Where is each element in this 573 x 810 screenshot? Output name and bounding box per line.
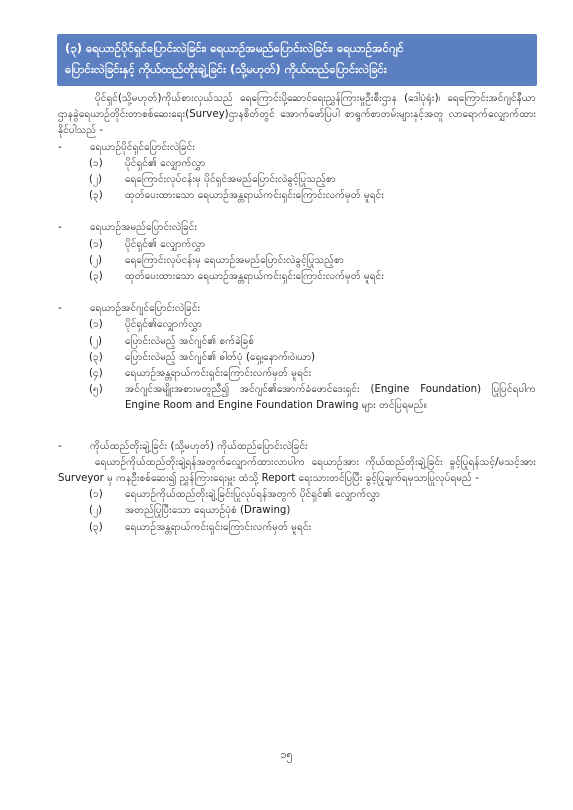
item-number: (၅)	[89, 384, 103, 396]
item-number: (၂)	[89, 254, 102, 266]
item-text: ထုတ်ပေးထားသော ရေယာဉ်အန္တရာယ်ကင်းရှင်းကြောင်းလက်မှတ် မူရင်း	[125, 190, 384, 202]
header-line-1: (၃) ရေယာဉ်ပိုင်ရှင်ပြောင်းလဲခြင်း၊ ရေယာဉ်အမည်ပြောင်းလဲခြင်း၊ ရေယာဉ်အင်ဂျင်	[65, 41, 404, 55]
section-title-name-change	[58, 220, 536, 236]
spacer	[58, 431, 536, 439]
item-number: (၂)	[89, 335, 102, 347]
item-text: ရေယာဉ်အန္တရာယ်ကင်းရှင်းကြောင်းလက်မှတ် မူရင်း	[125, 368, 312, 380]
item-number: (၄)	[89, 368, 103, 380]
item-number: (၃)	[89, 190, 103, 202]
item-number: (၂)	[89, 505, 102, 517]
section-title: ရေယာဉ်အင်ဂျင်ပြောင်းလဲခြင်း	[90, 303, 201, 315]
list-item	[58, 253, 536, 269]
bullet-dash: -	[58, 222, 62, 234]
item-number: (၁)	[89, 157, 103, 169]
section-header	[57, 34, 537, 86]
list-item	[58, 350, 536, 366]
item-text: ထုတ်ပေးထားသော ရေယာဉ်အန္တရာယ်ကင်းရှင်းကြောင်းလက်မှတ် မူရင်း	[125, 271, 384, 283]
list-item	[58, 366, 536, 382]
list-item	[58, 503, 536, 519]
bullet-dash: -	[58, 141, 62, 153]
spacer	[58, 204, 536, 220]
list-item	[58, 334, 536, 350]
header-line-2: ပြောင်းလဲခြင်းနှင့် ကိုယ်ထည်တိုးချဲ့ခြင်း (သို့မဟုတ်) ကိုယ်ထည်ပြောင်းလဲခြင်း	[65, 62, 387, 76]
item-text: ရေယာဉ်အန္တရာယ်ကင်းရှင်းကြောင်းလက်မှတ် မူရင်း	[125, 521, 312, 533]
list-item	[58, 156, 536, 172]
list-item	[58, 317, 536, 333]
page-number: ၁၅	[280, 748, 293, 761]
section-title-owner-change	[58, 140, 536, 156]
list-item	[58, 237, 536, 253]
list-item	[58, 188, 536, 204]
intro-paragraph: ပိုင်ရှင်(သို့မဟုတ်)ကိုယ်စားလှယ်သည် ရေကြောင်းပို့ဆောင်ရေးညွှန်ကြားမှုဦးစီးဌာန (ဒေါပုံရုံး)၊ ရေကြောင်းအင်ဂျင်နီယာဌာနခွဲရေယာဉ်တိုင်းတာစစ်ဆေးရေး(Survey)ဌာနစိတ်တွင် အောက်ဖော်ပြပါ စာရွက်စာတမ်းများနှင့်အတူ လာရောက်လျှောက်ထားနိုင်ပါသည် -	[58, 93, 536, 137]
item-text: အတည်ပြုပြီးသော ရေယာဉ်ပုံစံ (Drawing)	[125, 505, 291, 517]
list-item	[58, 172, 536, 188]
item-text: ပြောင်းလဲမည့် အင်ဂျင်၏ ဓါတ်ပုံ (ရှေ့၊နောက်၊ဝဲ၊ယာ)	[125, 351, 316, 363]
section-title: ကိုယ်ထည်တိုးချဲ့ခြင်း (သို့မဟုတ်) ကိုယ်ထည်ပြောင်းလဲခြင်း	[90, 440, 308, 452]
list-item	[58, 269, 536, 285]
item-number: (၁)	[89, 489, 103, 501]
hull-paragraph: ရေယာဉ်ကိုယ်ထည်တိုးချဲ့ရန်အတွက်လျှောက်ထားလာပါက ရေယာဉ်အား ကိုယ်ထည်တိုးချဲ့ခြင်း ခွင့်ပြုရန်သင့်/မသင့်အား Surveyor မှ ကနဦးစစ်ဆေး၍ ညွှန်ကြားရေးမှူး ထံသို့ Report ရေးသားတင်ပြပြီး ခွင့်ပြုချက်ရမှသာပြုလုပ်ရမည် -	[58, 456, 536, 485]
spacer	[58, 415, 536, 431]
item-text: ရေယာဉ်ကိုယ်ထည်တိုးချဲ့ခြင်းပြုလုပ်ရန်အတွက် ပိုင်ရှင်၏ လျှောက်လွှာ	[125, 489, 381, 501]
item-text: ရေကြောင်းလုပ်ငန်းမှ ရေယာဉ်အမည်ပြောင်းလဲခွင့်ပြုသည့်စာ	[125, 254, 345, 266]
list-item	[58, 382, 536, 414]
item-text: ပိုင်ရှင်၏ လျှောက်လွှာ	[125, 238, 206, 250]
item-number: (၃)	[89, 351, 103, 363]
item-number: (၂)	[89, 174, 102, 186]
item-number: (၁)	[89, 238, 103, 250]
item-text: ပိုင်ရှင်၏ လျှောက်လွှာ	[125, 157, 206, 169]
list-item	[58, 487, 536, 503]
item-text: ရေကြောင်းလုပ်ငန်းမှ ပိုင်ရှင်အမည်ပြောင်းလဲခွင့်ပြုသည့်စာ	[125, 174, 336, 186]
section-title: ရေယာဉ်အမည်ပြောင်းလဲခြင်း	[90, 222, 198, 234]
item-number: (၃)	[89, 521, 103, 533]
item-number: (၃)	[89, 271, 103, 283]
item-text: အင်ဂျင်အမျိုးအစားမတူညီ၍ အင်ဂျင်၏အောက်ခံဖောင်ဒေးရှင်း (Engine Foundation) ပြုပြင်ရပါက Engine Room and Engine Foundation Drawing များ တင်ပြရမည်။	[125, 384, 536, 412]
item-text: ပြောင်းလဲမည့် အင်ဂျင်၏ စက်ခဲခြစ်	[125, 335, 255, 347]
bullet-dash: -	[58, 440, 62, 452]
spacer	[58, 285, 536, 301]
bullet-dash: -	[58, 303, 62, 315]
item-number: (၁)	[89, 319, 103, 331]
list-item	[58, 520, 536, 536]
section-title: ရေယာဉ်ပိုင်ရှင်ပြောင်းလဲခြင်း	[90, 141, 195, 153]
section-title-engine-change	[58, 301, 536, 317]
item-text: ပိုင်ရှင်၏လျှောက်လွှာ	[125, 319, 203, 331]
section-title-hull-extension	[58, 439, 536, 455]
document-body	[58, 91, 536, 536]
